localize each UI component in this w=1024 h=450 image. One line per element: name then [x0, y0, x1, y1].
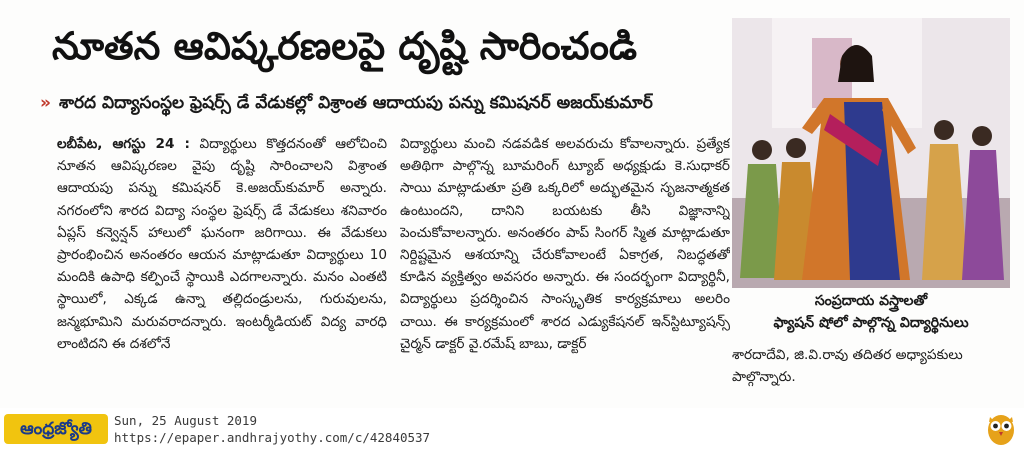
caption-line-1: సంప్రదాయ వస్త్రాలతో [814, 293, 928, 309]
owl-mascot-icon [985, 410, 1017, 446]
epaper-url[interactable]: https://epaper.andhrajyothy.com/c/42840537 [114, 430, 431, 445]
dateline: లబీపేట, ఆగస్టు 24 : [57, 136, 190, 152]
subheadline [40, 88, 720, 118]
headline: నూతన ఆవిష్కరణలపై దృష్టి సారించండి [52, 24, 637, 68]
photo-caption [732, 290, 1010, 336]
subheadline-text: శారద విద్యాసంస్థల ఫ్రెషర్స్ డే వేడుకల్లో విశ్రాంత ఆదాయపు పన్ను కమిషనర్ అజయ్‌కుమార్ [58, 93, 653, 113]
article-column-3: శారదాదేవి, జి.వి.రావు తదితర అధ్యాపకులు పాల్గొన్నారు. [732, 347, 963, 386]
bullet-icon: » [40, 93, 51, 113]
fashion-show-photo [732, 18, 1010, 288]
publish-date: Sun, 25 August 2019 [114, 413, 257, 428]
article-column-1 [57, 133, 387, 403]
andhrajyothy-logo[interactable]: ఆంధ్రజ్యోతి [4, 414, 108, 444]
article-column-2: విద్యార్థులు మంచి నడవడిక అలవరుచు కోవాలన్నారు. ప్రత్యేక అతిథిగా పాల్గొన్న బూమరింగ్ ట్యూబ్ అధ్యక్షుడు కె.సుధాకర్ సాయి మాట్లాడుతూ ప్రతి ఒక్కరిలో అద్భుతమైన సృజనాత్మకత ఉంటుందని, దానిని బయటకు తీసి విజ్ఞానాన్ని పెంచుకోవాలన్నారు. అనంతరం పాప్ సింగర్ స్మిత మాట్లాడుతూ నిర్దిష్టమైన ఆశయాన్ని చేరుకోవాలంటే ఏకాగ్రత, నిబద్ధతతో కూడిన వ్యక్తిత్వం అవసరం అన్నారు. ఈ సందర్భంగా విద్యార్థినీ, విద్యార్థులు ప్రదర్శించిన సాంస్కృతిక కార్యక్రమాలు అలరిం చాయి. ఈ కార్యక్రమంలో శారద ఎడ్యుకేషనల్ ఇన్‌స్టిట్యూషన్స్ చైర్మన్ డాక్టర్ వై.రమేష్ బాబు, డాక్టర్ [400, 136, 730, 352]
footer-meta [114, 412, 430, 446]
column-1-text: విద్యార్థులు కొత్తదనంతో ఆలోచించి నూతన ఆవిష్కరణల వైపు దృష్టి సారించాలని విశ్రాంత ఆదాయపు పన్ను కమిషనర్ కె.అజయ్‌కుమార్ అన్నారు. నగరంలోని శారద విద్యా సంస్థల ఫ్రెషర్స్ డే వేడుకలు శనివారం ఏప్లస్ కన్వెన్షన్ హాలులో ఘనంగా జరిగాయి. ఈ వేడుకలు ప్రారంభించిన అనంతరం ఆయన మాట్లాడుతూ విద్యార్థులు 10 మందికి ఉపాధి కల్పించే స్థాయికి ఎదగాలన్నారు. మనం ఎంతటి స్థాయిలో, ఎక్కడ ఉన్నా తల్లిదండ్రులను, గురువులను, జన్మభూమిని మరువరాదన్నారు. ఇంటర్మీడియట్ విద్య వారధి లాంటిదని ఈ దశలోనే [57, 136, 387, 352]
photo-illustration [732, 18, 1010, 288]
caption-line-2: ఫ్యాషన్ షోలో పాల్గొన్న విద్యార్థినులు [773, 315, 969, 331]
